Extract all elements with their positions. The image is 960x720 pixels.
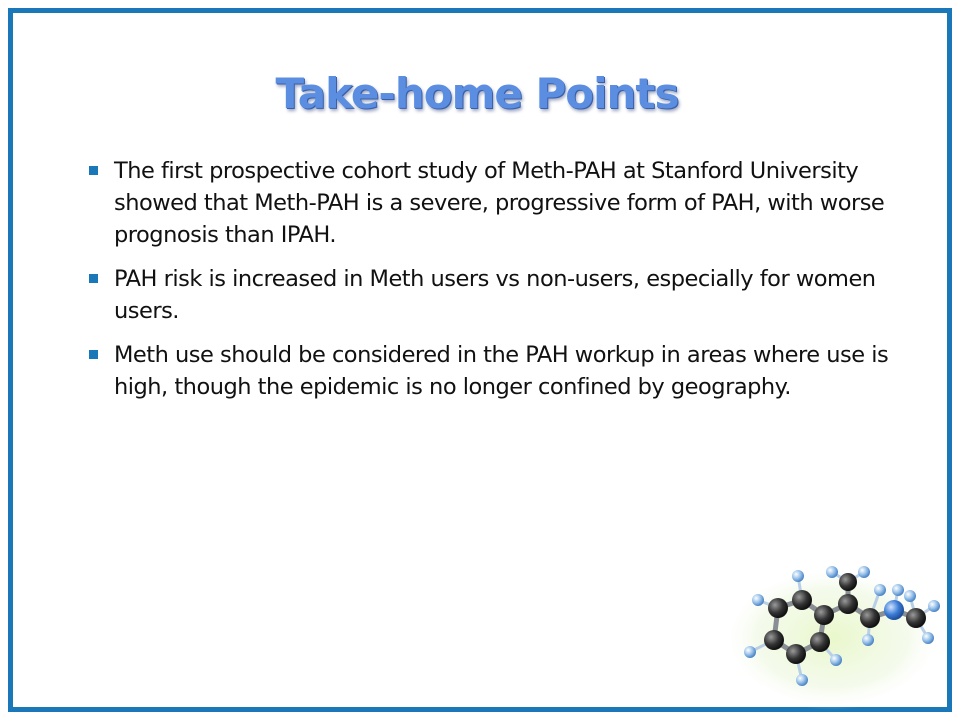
square-bullet-icon — [89, 274, 98, 283]
bullet-text: Meth use should be considered in the PAH workup in areas where use is high, though the epidemic is no longer confined by geography. — [114, 342, 889, 400]
methamphetamine-molecule-icon — [720, 560, 945, 710]
bullet-text: The first prospective cohort study of Meth-PAH at Stanford University showed that Meth-PAH is a severe, progressive form of PAH, with worse prognosis than IPAH. — [114, 158, 885, 248]
bullet-item — [89, 263, 929, 327]
slide-title: Take-home Points — [275, 69, 679, 118]
bullet-text: PAH risk is increased in Meth users vs non-users, especially for women users. — [114, 266, 876, 324]
bullet-item — [89, 339, 929, 403]
square-bullet-icon — [89, 350, 98, 359]
bullet-item — [89, 155, 929, 251]
square-bullet-icon — [89, 166, 98, 175]
bullet-list — [89, 155, 929, 415]
